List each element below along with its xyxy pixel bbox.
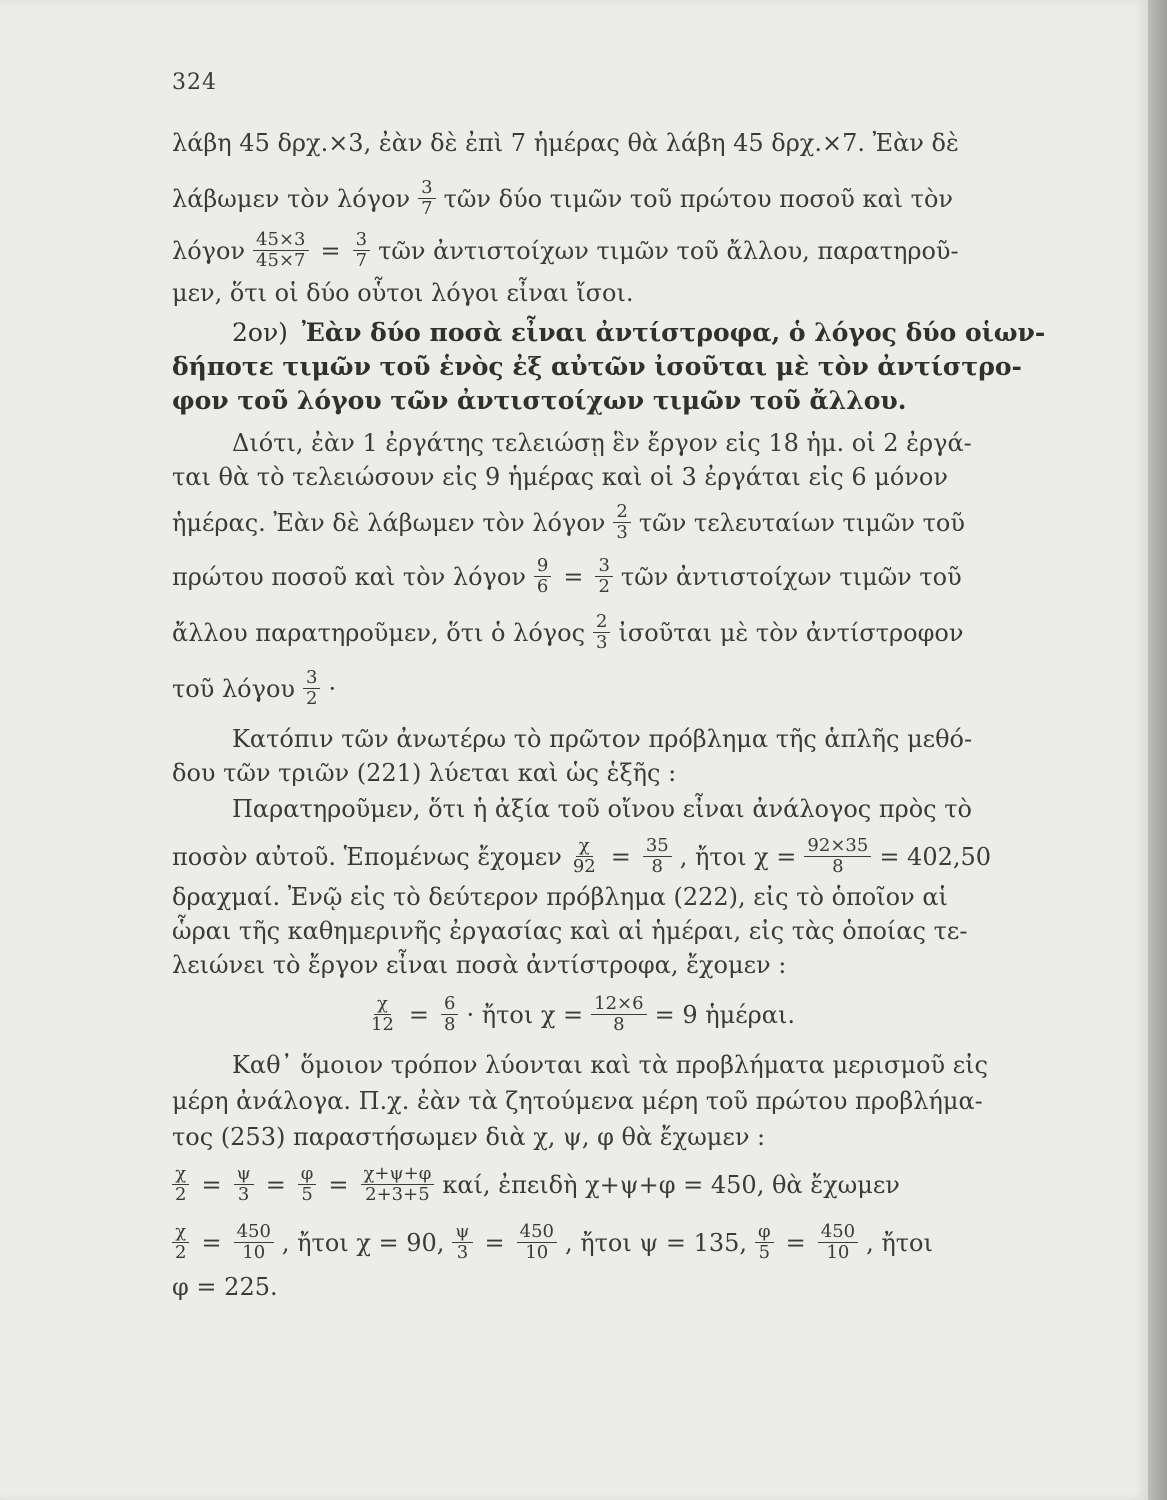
text-line-25: $\frac{\chi}{2}$ = $\frac{\psi}{3}$ = $\frac{\varphi}{5}$ = $\frac{\chi+\psi+\varphi}{2+3+5}$ καί, ἐπειδὴ χ+ψ+φ = 450, θὰ ἔχωμεν (172, 1164, 1102, 1205)
fraction: $\frac{\varphi}{5}$ (298, 1164, 317, 1205)
fraction: $\frac{\chi+\psi+\varphi}{2+3+5}$ (361, 1164, 435, 1205)
text-line-19: ὧραι τῆς καθημερινῆς ἐργασίας καὶ αἱ ἡμέραι, εἰς τὰς ὁποίας τε- (172, 917, 968, 945)
text-line-27: φ = 225. (172, 1273, 278, 1301)
page-number: 324 (172, 70, 217, 95)
theorem-line-3: φον τοῦ λόγου τῶν ἀντιστοίχων τιμῶν τοῦ ἄλλου. (172, 386, 907, 415)
text-line-10: ἡμέρας. Ἐὰν δὲ λάβωμεν τὸν λόγον $\frac{2}{3}$ τῶν τελευταίων τιμῶν τοῦ (172, 501, 965, 543)
fraction: $\frac{45\times 3}{45\times 7}$ (253, 230, 308, 271)
fraction: $\frac{\chi}{12}$ (371, 993, 394, 1035)
text-line-2: λάβωμεν τὸν λόγον $\frac{3}{7}$ τῶν δύο τιμῶν τοῦ πρώτου ποσοῦ καὶ τὸν (172, 177, 953, 219)
fraction: $\frac{\psi}{3}$ (452, 1222, 472, 1263)
fraction: $\frac{450}{10}$ (818, 1222, 858, 1263)
fraction: $\frac{\chi}{92}$ (572, 835, 596, 877)
text-line-16: Παρατηροῦμεν, ὅτι ἡ ἀξία τοῦ οἴνου εἶναι ἀνάλογος πρὸς τὸ (232, 795, 972, 823)
fraction: $\frac{3}{7}$ (418, 178, 435, 219)
text-line-20: λειώνει τὸ ἔργον εἶναι ποσὰ ἀντίστροφα, ἔχομεν : (172, 951, 787, 979)
theorem-line-2: δήποτε τιμῶν τοῦ ἑνὸς ἐξ αὐτῶν ἰσοῦται μὲ τὸν ἀντίστρο- (172, 352, 1022, 381)
text-line-9: ται θὰ τὸ τελειώσουν εἰς 9 ἡμέρας καὶ οἱ 3 ἐργάται εἰς 6 μόνον (172, 463, 948, 491)
text-line-3: λόγον $\frac{45\times 3}{45\times 7}$ = $\frac{3}{7}$ τῶν ἀντιστοίχων τιμῶν τοῦ ἄλλου, παρατηροῦ- (172, 229, 959, 271)
text-line-13: τοῦ λόγου $\frac{3}{2}$ · (172, 667, 337, 709)
fraction: $\frac{3}{2}$ (303, 668, 320, 709)
equation-line: $\frac{\chi}{12}$ = $\frac{6}{8}$ · ἤτοι χ = $\frac{12\times 6}{8}$ = 9 ἡμέραι. (360, 994, 960, 1035)
text-line-24: τος (253) παραστήσωμεν διὰ χ, ψ, φ θὰ ἔχωμεν : (172, 1123, 766, 1151)
text-line-4: μεν, ὅτι οἱ δύο οὗτοι λόγοι εἶναι ἴσοι. (172, 279, 634, 307)
text-line-11: πρώτου ποσοῦ καὶ τὸν λόγον $\frac{9}{6}$ = $\frac{3}{2}$ τῶν ἀντιστοίχων τιμῶν τοῦ (172, 555, 962, 597)
text-line-1: λάβη 45 δρχ.×3, ἐὰν δὲ ἐπὶ 7 ἡμέρας θὰ λάβη 45 δρχ.×7. Ἐὰν δὲ (172, 129, 959, 157)
fraction: $\frac{92\times 35}{8}$ (804, 836, 871, 877)
fraction: $\frac{\varphi}{5}$ (755, 1222, 774, 1263)
fraction: $\frac{3}{2}$ (595, 556, 612, 597)
text-line-14: Κατόπιν τῶν ἀνωτέρω τὸ πρῶτον πρόβλημα τῆς ἁπλῆς μεθό- (232, 725, 973, 753)
fraction: $\frac{\psi}{3}$ (234, 1164, 254, 1205)
text-line-18: δραχμαί. Ἐνῷ εἰς τὸ δεύτερον πρόβλημα (222), εἰς τὸ ὁποῖον αἱ (172, 883, 948, 911)
fraction: $\frac{450}{10}$ (517, 1222, 557, 1263)
fraction: $\frac{2}{3}$ (593, 612, 610, 653)
fraction: $\frac{2}{3}$ (613, 502, 630, 543)
fraction: $\frac{\chi}{2}$ (172, 1164, 189, 1205)
theorem-line-1: 2ον) Ἐὰν δύο ποσὰ εἶναι ἀντίστροφα, ὁ λόγος δύο οἱων- (232, 318, 1046, 347)
fraction: $\frac{\chi}{2}$ (172, 1222, 189, 1263)
fraction: $\frac{3}{7}$ (353, 230, 370, 271)
fraction: $\frac{35}{8}$ (643, 836, 672, 877)
text-line-17: ποσὸν αὐτοῦ. Ἑπομένως ἔχομεν $\frac{\chi}{92}$ = $\frac{35}{8}$ , ἤτοι χ = $\frac{92\times 35}{8}$ = 402,50 (172, 835, 992, 877)
fraction: $\frac{12\times 6}{8}$ (591, 994, 646, 1035)
text-line-8: Διότι, ἐὰν 1 ἐργάτης τελειώσῃ ἓν ἔργον εἰς 18 ἡμ. οἱ 2 ἐργά- (232, 429, 972, 457)
text-line-26: $\frac{\chi}{2}$ = $\frac{450}{10}$ , ἤτοι χ = 90, $\frac{\psi}{3}$ = $\frac{450}{10}$ , ἤτοι ψ = 135, $\frac{\varphi}{5}$ = $\frac{450}{10}$ , ἤτοι (172, 1222, 1102, 1263)
fraction: $\frac{9}{6}$ (534, 556, 551, 597)
fraction: $\frac{450}{10}$ (234, 1222, 274, 1263)
text-line-23: μέρη ἀνάλογα. Π.χ. ἐὰν τὰ ζητούμενα μέρη τοῦ πρώτου προβλήμα- (172, 1087, 983, 1115)
text-line-12: ἄλλου παρατηροῦμεν, ὅτι ὁ λόγος $\frac{2}{3}$ ἰσοῦται μὲ τὸν ἀντίστροφον (172, 611, 964, 653)
text-line-15: δου τῶν τριῶν (221) λύεται καὶ ὡς ἑξῆς : (172, 759, 677, 787)
fraction: $\frac{6}{8}$ (441, 994, 458, 1035)
text-line-22: Καθ᾽ ὅμοιον τρόπον λύονται καὶ τὰ προβλήματα μερισμοῦ εἰς (232, 1051, 988, 1079)
